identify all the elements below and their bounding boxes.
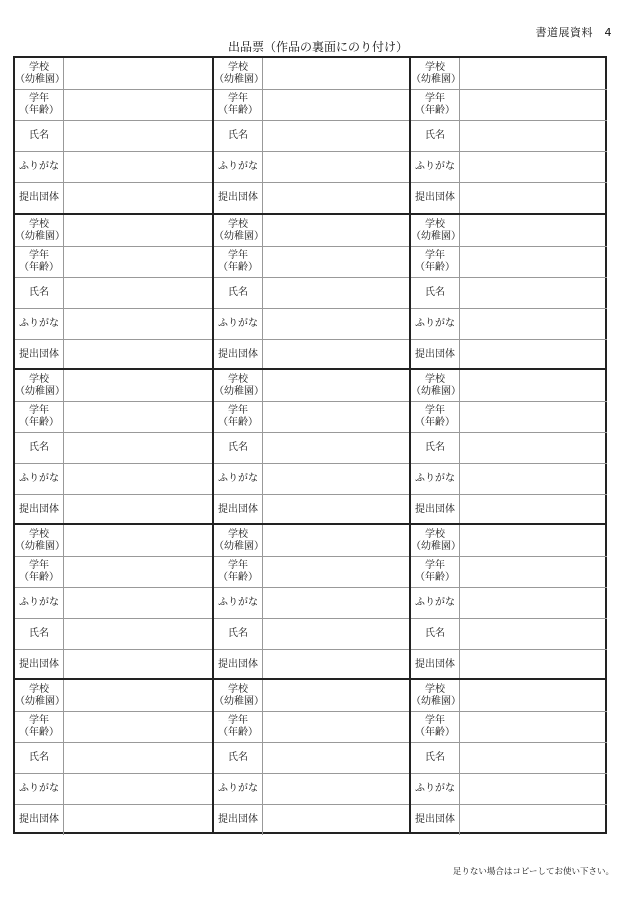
field-input-school[interactable] [262, 680, 411, 711]
field-label-org: 提出団体 [214, 340, 263, 370]
field-input-furigana[interactable] [262, 152, 411, 182]
column-3 [409, 58, 607, 832]
field-input-furigana[interactable] [63, 588, 212, 618]
entry-card [214, 58, 411, 213]
field-label-furigana: ふりがな [214, 309, 263, 339]
field-input-org[interactable] [63, 495, 212, 525]
field-label-name: 氏名 [411, 278, 460, 308]
field-row-name [411, 277, 607, 308]
field-row-org [15, 804, 212, 835]
field-label-school: 学校 （幼稚園） [214, 370, 263, 401]
field-input-grade[interactable] [63, 402, 212, 432]
field-row-grade [411, 246, 607, 277]
field-label-school: 学校 （幼稚園） [411, 58, 460, 89]
field-row-name [411, 120, 607, 151]
field-label-name: 氏名 [15, 278, 64, 308]
entry-card [411, 523, 607, 678]
field-input-furigana[interactable] [63, 309, 212, 339]
field-input-furigana[interactable] [262, 464, 411, 494]
field-input-furigana[interactable] [262, 588, 411, 618]
field-row-name [411, 618, 607, 649]
field-label-furigana: ふりがな [411, 588, 460, 618]
field-row-school [411, 58, 607, 89]
field-row-furigana [411, 773, 607, 804]
field-row-org [15, 339, 212, 370]
field-row-name [411, 742, 607, 773]
field-row-furigana [411, 587, 607, 618]
entry-card [411, 58, 607, 213]
field-input-name[interactable] [459, 743, 607, 773]
field-input-org[interactable] [262, 340, 411, 370]
field-row-school [15, 680, 212, 711]
field-row-school [214, 525, 411, 556]
field-row-org [214, 494, 411, 525]
field-row-org [214, 649, 411, 680]
field-input-name[interactable] [459, 619, 607, 649]
field-input-school[interactable] [262, 525, 411, 556]
field-label-org: 提出団体 [214, 650, 263, 680]
field-label-grade: 学年 （年齢） [411, 247, 460, 277]
field-label-furigana: ふりがな [214, 464, 263, 494]
field-label-org: 提出団体 [15, 805, 64, 835]
field-row-grade [411, 401, 607, 432]
entry-card [411, 213, 607, 368]
field-label-name: 氏名 [411, 743, 460, 773]
field-input-grade[interactable] [262, 712, 411, 742]
field-input-name[interactable] [459, 433, 607, 463]
field-label-school: 学校 （幼稚園） [15, 525, 64, 556]
field-label-name: 氏名 [15, 433, 64, 463]
field-input-furigana[interactable] [459, 774, 607, 804]
field-label-org: 提出団体 [411, 495, 460, 525]
field-row-org [214, 804, 411, 835]
field-input-org[interactable] [63, 650, 212, 680]
field-input-org[interactable] [63, 340, 212, 370]
field-input-org[interactable] [63, 183, 212, 213]
field-input-furigana[interactable] [63, 152, 212, 182]
column-1 [15, 58, 212, 832]
field-row-furigana [411, 463, 607, 494]
field-row-grade [15, 556, 212, 587]
field-input-grade[interactable] [262, 557, 411, 587]
field-label-org: 提出団体 [411, 805, 460, 835]
field-input-school[interactable] [63, 370, 212, 401]
field-row-school [411, 680, 607, 711]
field-input-org[interactable] [262, 650, 411, 680]
field-label-name: 氏名 [15, 743, 64, 773]
field-label-org: 提出団体 [411, 340, 460, 370]
field-label-org: 提出団体 [15, 650, 64, 680]
field-row-name [15, 120, 212, 151]
entry-card [15, 58, 212, 213]
field-label-name: 氏名 [411, 121, 460, 151]
field-label-org: 提出団体 [15, 183, 64, 213]
field-label-school: 学校 （幼稚園） [214, 525, 263, 556]
field-row-furigana [214, 587, 411, 618]
field-label-grade: 学年 （年齢） [15, 247, 64, 277]
field-label-name: 氏名 [411, 433, 460, 463]
field-row-school [411, 370, 607, 401]
field-row-school [214, 370, 411, 401]
field-label-school: 学校 （幼稚園） [411, 680, 460, 711]
field-label-org: 提出団体 [15, 495, 64, 525]
field-row-org [411, 649, 607, 680]
field-input-org[interactable] [459, 183, 607, 213]
field-label-school: 学校 （幼稚園） [15, 215, 64, 246]
entry-card [15, 368, 212, 523]
field-row-grade [214, 89, 411, 120]
field-label-school: 学校 （幼稚園） [15, 370, 64, 401]
field-label-grade: 学年 （年齢） [214, 557, 263, 587]
field-row-furigana [214, 773, 411, 804]
field-row-furigana [15, 308, 212, 339]
field-label-furigana: ふりがな [15, 774, 64, 804]
field-input-org[interactable] [459, 340, 607, 370]
field-label-grade: 学年 （年齢） [214, 247, 263, 277]
field-row-furigana [411, 308, 607, 339]
field-label-furigana: ふりがな [15, 464, 64, 494]
entry-card [15, 678, 212, 833]
entry-card [214, 523, 411, 678]
field-input-furigana[interactable] [459, 309, 607, 339]
field-label-grade: 学年 （年齢） [15, 712, 64, 742]
field-row-furigana [15, 463, 212, 494]
field-input-grade[interactable] [63, 557, 212, 587]
field-label-grade: 学年 （年齢） [214, 712, 263, 742]
field-input-org[interactable] [262, 495, 411, 525]
field-input-org[interactable] [459, 805, 607, 835]
field-input-org[interactable] [459, 495, 607, 525]
field-input-name[interactable] [63, 278, 212, 308]
field-input-name[interactable] [459, 278, 607, 308]
field-input-name[interactable] [262, 743, 411, 773]
field-label-grade: 学年 （年齢） [15, 90, 64, 120]
field-label-name: 氏名 [411, 619, 460, 649]
field-input-grade[interactable] [459, 712, 607, 742]
field-label-org: 提出団体 [214, 183, 263, 213]
field-row-school [411, 525, 607, 556]
column-2 [212, 58, 411, 832]
field-row-org [214, 182, 411, 213]
field-label-name: 氏名 [214, 121, 263, 151]
field-row-furigana [15, 587, 212, 618]
field-row-furigana [15, 773, 212, 804]
field-row-org [411, 494, 607, 525]
field-row-grade [214, 401, 411, 432]
entry-card [214, 368, 411, 523]
entry-card [15, 523, 212, 678]
field-row-furigana [15, 151, 212, 182]
field-input-school[interactable] [63, 680, 212, 711]
field-row-furigana [214, 308, 411, 339]
field-row-org [411, 804, 607, 835]
field-row-name [15, 618, 212, 649]
field-row-name [15, 277, 212, 308]
field-label-grade: 学年 （年齢） [411, 557, 460, 587]
field-label-furigana: ふりがな [15, 152, 64, 182]
field-row-name [214, 742, 411, 773]
field-input-school[interactable] [262, 215, 411, 246]
field-label-grade: 学年 （年齢） [411, 90, 460, 120]
entry-card [214, 678, 411, 833]
field-row-grade [15, 401, 212, 432]
field-input-org[interactable] [262, 183, 411, 213]
field-input-name[interactable] [63, 433, 212, 463]
field-row-grade [214, 711, 411, 742]
field-label-school: 学校 （幼稚園） [15, 680, 64, 711]
field-label-school: 学校 （幼稚園） [214, 215, 263, 246]
field-row-furigana [411, 151, 607, 182]
field-label-grade: 学年 （年齢） [15, 557, 64, 587]
entry-form-grid [13, 56, 607, 834]
field-label-name: 氏名 [214, 433, 263, 463]
field-input-furigana[interactable] [63, 774, 212, 804]
field-input-school[interactable] [63, 58, 212, 89]
field-row-name [15, 742, 212, 773]
field-label-school: 学校 （幼稚園） [411, 215, 460, 246]
field-input-name[interactable] [63, 619, 212, 649]
field-input-name[interactable] [262, 121, 411, 151]
field-row-org [214, 339, 411, 370]
field-input-school[interactable] [262, 370, 411, 401]
field-label-grade: 学年 （年齢） [411, 712, 460, 742]
form-title: 出品票（作品の裏面にのり付け） [227, 40, 408, 54]
field-input-org[interactable] [262, 805, 411, 835]
entry-card [214, 213, 411, 368]
field-input-org[interactable] [63, 805, 212, 835]
field-label-org: 提出団体 [214, 495, 263, 525]
field-input-furigana[interactable] [459, 588, 607, 618]
field-row-grade [214, 246, 411, 277]
entry-card [15, 213, 212, 368]
field-label-grade: 学年 （年齢） [411, 402, 460, 432]
field-label-grade: 学年 （年齢） [15, 402, 64, 432]
field-label-furigana: ふりがな [411, 152, 460, 182]
field-input-furigana[interactable] [262, 309, 411, 339]
field-label-org: 提出団体 [214, 805, 263, 835]
field-input-school[interactable] [459, 680, 607, 711]
field-row-school [15, 58, 212, 89]
field-row-grade [411, 89, 607, 120]
field-row-school [15, 525, 212, 556]
field-input-name[interactable] [63, 121, 212, 151]
field-label-grade: 学年 （年齢） [214, 90, 263, 120]
field-input-school[interactable] [262, 58, 411, 89]
field-row-grade [411, 556, 607, 587]
field-input-grade[interactable] [262, 90, 411, 120]
field-row-grade [15, 89, 212, 120]
field-row-grade [15, 246, 212, 277]
field-row-furigana [214, 151, 411, 182]
field-label-furigana: ふりがな [15, 588, 64, 618]
field-row-school [15, 370, 212, 401]
field-label-name: 氏名 [15, 121, 64, 151]
field-label-furigana: ふりがな [214, 588, 263, 618]
field-label-furigana: ふりがな [15, 309, 64, 339]
field-label-school: 学校 （幼稚園） [214, 58, 263, 89]
field-row-school [15, 215, 212, 246]
field-label-name: 氏名 [214, 743, 263, 773]
field-input-name[interactable] [63, 743, 212, 773]
field-input-grade[interactable] [459, 247, 607, 277]
field-label-furigana: ふりがな [411, 309, 460, 339]
field-label-name: 氏名 [15, 619, 64, 649]
field-row-school [411, 215, 607, 246]
field-row-name [214, 120, 411, 151]
field-input-school[interactable] [63, 525, 212, 556]
field-input-grade[interactable] [262, 402, 411, 432]
field-input-school[interactable] [459, 525, 607, 556]
field-input-furigana[interactable] [262, 774, 411, 804]
field-input-grade[interactable] [459, 402, 607, 432]
field-input-grade[interactable] [63, 247, 212, 277]
field-label-furigana: ふりがな [411, 774, 460, 804]
field-row-org [411, 339, 607, 370]
entry-card [411, 678, 607, 833]
field-row-furigana [214, 463, 411, 494]
field-row-grade [214, 556, 411, 587]
field-input-furigana[interactable] [459, 152, 607, 182]
field-label-school: 学校 （幼稚園） [411, 525, 460, 556]
field-input-name[interactable] [262, 278, 411, 308]
entry-card [411, 368, 607, 523]
field-input-furigana[interactable] [63, 464, 212, 494]
field-row-school [214, 680, 411, 711]
field-row-name [214, 432, 411, 463]
field-row-name [214, 618, 411, 649]
field-label-school: 学校 （幼稚園） [214, 680, 263, 711]
field-label-school: 学校 （幼稚園） [411, 370, 460, 401]
field-row-name [214, 277, 411, 308]
field-input-school[interactable] [63, 215, 212, 246]
field-row-org [15, 182, 212, 213]
field-input-grade[interactable] [63, 90, 212, 120]
field-label-furigana: ふりがな [411, 464, 460, 494]
field-row-grade [15, 711, 212, 742]
copy-note: 足りない場合はコピーしてお使い下さい。 [452, 867, 614, 877]
field-input-grade[interactable] [63, 712, 212, 742]
field-input-school[interactable] [459, 370, 607, 401]
field-label-name: 氏名 [214, 278, 263, 308]
field-input-grade[interactable] [459, 90, 607, 120]
field-input-name[interactable] [262, 619, 411, 649]
field-label-org: 提出団体 [411, 183, 460, 213]
field-row-org [15, 649, 212, 680]
field-label-name: 氏名 [214, 619, 263, 649]
field-input-grade[interactable] [459, 557, 607, 587]
field-row-name [411, 432, 607, 463]
field-input-furigana[interactable] [459, 464, 607, 494]
field-row-name [15, 432, 212, 463]
field-label-school: 学校 （幼稚園） [15, 58, 64, 89]
field-input-school[interactable] [459, 58, 607, 89]
field-row-grade [411, 711, 607, 742]
field-input-name[interactable] [262, 433, 411, 463]
field-row-school [214, 58, 411, 89]
field-label-furigana: ふりがな [214, 774, 263, 804]
field-label-furigana: ふりがな [214, 152, 263, 182]
field-input-school[interactable] [459, 215, 607, 246]
document-reference: 書道展資料 4 [535, 26, 612, 39]
field-input-org[interactable] [459, 650, 607, 680]
field-input-grade[interactable] [262, 247, 411, 277]
field-row-org [411, 182, 607, 213]
field-row-org [15, 494, 212, 525]
field-label-grade: 学年 （年齢） [214, 402, 263, 432]
field-row-school [214, 215, 411, 246]
field-label-org: 提出団体 [411, 650, 460, 680]
field-label-org: 提出団体 [15, 340, 64, 370]
field-input-name[interactable] [459, 121, 607, 151]
